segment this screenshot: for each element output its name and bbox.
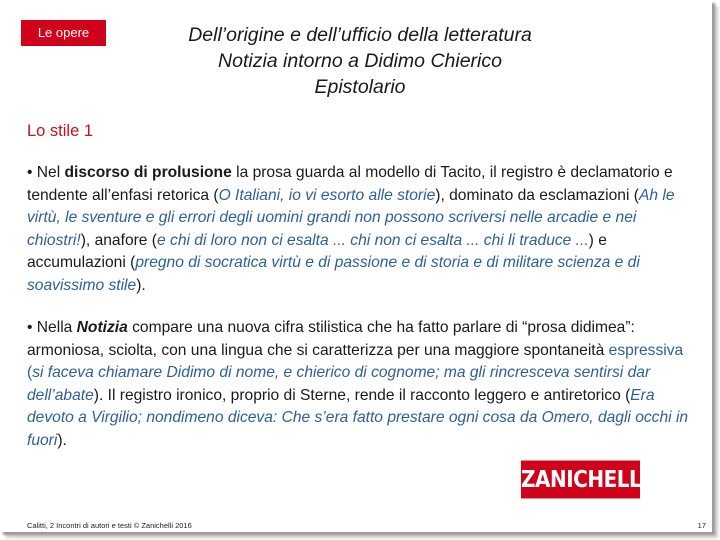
quote: e chi di loro non ci esalta ... chi non ci esalta ... chi li traduce ... bbox=[157, 231, 589, 249]
body-text: ). bbox=[136, 276, 146, 294]
body-text: la prosa guarda al modello di Tacito, il registro è declamatorio e tendente all’enfasi retorica ( bbox=[27, 164, 673, 204]
section-heading: Lo stile 1 bbox=[27, 122, 94, 140]
quote: pregno di socratica virtù e di passione e di storia e di militare scienza e di soavissimo stile bbox=[27, 254, 640, 294]
bullet-text: • Nel bbox=[27, 164, 65, 181]
highlight-term: discorso di prolusione bbox=[64, 164, 232, 181]
footer-credit: Calitti, 2 Incontri di autori e testi © Zanichelli 2016 bbox=[27, 521, 192, 530]
paragraph-prolusione bbox=[27, 162, 699, 297]
highlight-term: espressiva ( bbox=[27, 341, 684, 381]
body-text: ) e accumulazioni ( bbox=[27, 231, 607, 271]
zanichelli-logo: ZANICHELLI bbox=[521, 461, 640, 499]
section-tag: Le opere bbox=[21, 20, 106, 46]
work-title: Notizia bbox=[76, 319, 128, 336]
body-text: compare una nuova cifra stilistica che ha fatto parlare di “prosa didimea”: armoniosa, sciolta, con una lingua che si caratterizza per una maggiore spontaneità bbox=[27, 319, 635, 359]
title-line-2: Notizia intorno a Didimo Chierico bbox=[218, 50, 502, 72]
title-line-3: Epistolario bbox=[314, 76, 406, 98]
quote: Ah le virtù, le sventure e gli errori degli uomini grandi non possono scriversi nelle arcadie e nei chiostri! bbox=[27, 186, 675, 249]
quote: O Italiani, io vi esorto alle storie bbox=[218, 186, 436, 204]
body-text: ). bbox=[57, 431, 67, 449]
slide-title bbox=[130, 22, 590, 100]
paragraph-notizia bbox=[27, 317, 699, 452]
quote: Era devoto a Virgilio; nondimeno diceva: Che s’era fatto prestare ogni cosa da Omero, dagli occhi in fuori bbox=[27, 386, 689, 449]
quote: si faceva chiamare Didimo di nome, e chierico di cognome; ma gli rincresceva sentirsi dar dell’abate bbox=[27, 364, 651, 404]
bullet-text: • Nella bbox=[27, 319, 77, 336]
body-text: ), dominato da esclamazioni ( bbox=[435, 186, 639, 204]
body-text: ). Il registro ironico, proprio di Sterne, rende il racconto leggero e antiretorico ( bbox=[93, 386, 631, 404]
title-line-1: Dell’origine e dell’ufficio della letteratura bbox=[188, 24, 532, 46]
body-text: ), anafore ( bbox=[80, 231, 158, 249]
page-number: 17 bbox=[697, 521, 706, 530]
